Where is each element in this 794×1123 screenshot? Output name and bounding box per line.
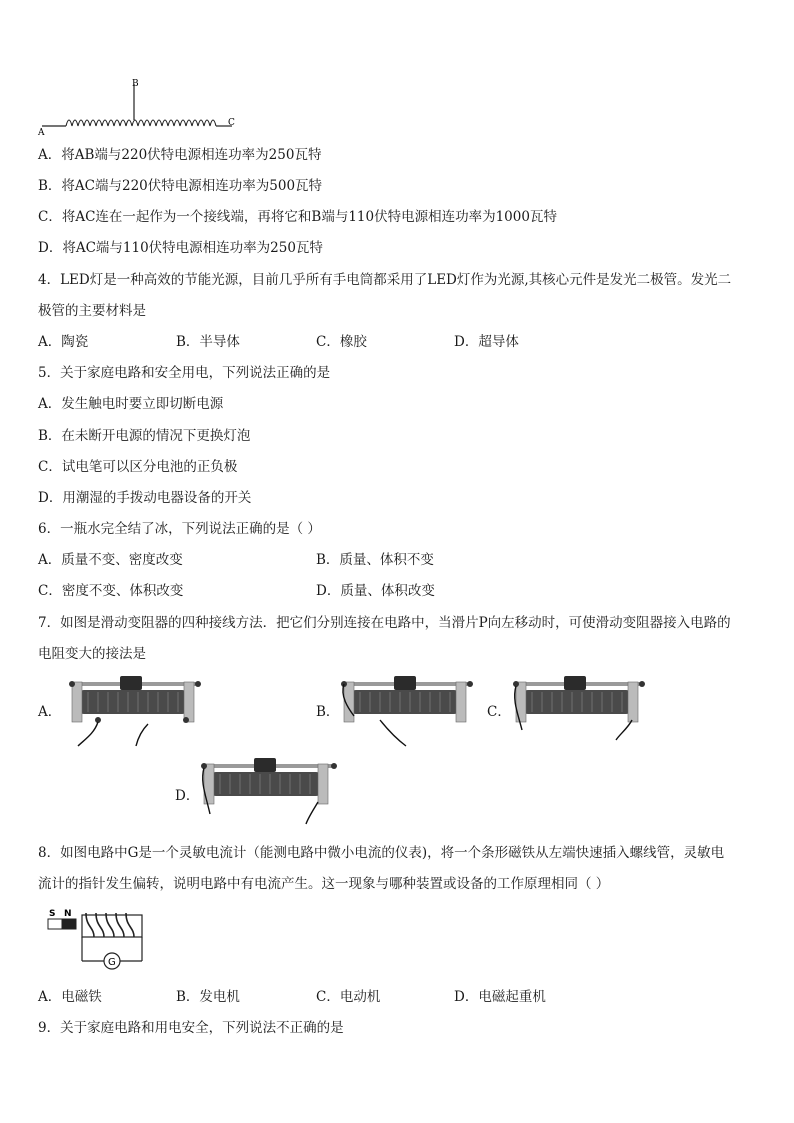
label-c: C <box>228 118 235 128</box>
galvanometer-label: G <box>108 957 116 968</box>
q4-option-d: D．超导体 <box>454 334 519 350</box>
q6-option-a: A．质量不变、密度改变 <box>38 552 183 568</box>
q5-option-d: D．用潮湿的手拨动电器设备的开关 <box>38 490 252 506</box>
magnet-n-label: N <box>64 909 72 919</box>
q8-stem-line1: 8．如图电路中G是一个灵敏电流计（能测电路中微小电流的仪表)，将一个条形磁铁从左端快速插入螺线管，灵敏电 <box>38 845 725 861</box>
q5-option-c: C．试电笔可以区分电池的正负极 <box>38 459 238 475</box>
q4-stem-line1: 4．LED灯是一种高效的节能光源，目前几乎所有手电筒都采用了LED灯作为光源,其核心元件是发光二极管。发光二 <box>38 272 732 288</box>
q4-option-b: B．半导体 <box>176 334 240 350</box>
q7-stem-line2: 电阻变大的接法是 <box>38 646 146 662</box>
q6-option-b: B．质量、体积不变 <box>316 552 434 568</box>
resistor-coil-figure <box>36 74 246 138</box>
q7-stem-line1: 7．如图是滑动变阻器的四种接线方法．把它们分别连接在电路中，当滑片P向左移动时，可使滑动变阻器接入电路的 <box>38 615 731 631</box>
rheostat-figure-d <box>200 756 340 832</box>
q6-stem: 6．一瓶水完全结了冰，下列说法正确的是（ ） <box>38 521 321 537</box>
q8-option-d: D．电磁起重机 <box>454 989 546 1005</box>
q7-option-b-label: B． <box>316 704 340 720</box>
q3-option-c: C．将AC连在一起作为一个接线端，再将它和B端与110伏特电源相连功率为1000瓦特 <box>38 209 557 225</box>
q4-stem-line2: 极管的主要材料是 <box>38 303 146 319</box>
label-b: B <box>132 79 139 89</box>
rheostat-figure-b <box>340 674 476 750</box>
q8-stem-line2: 流计的指针发生偏转，说明电路中有电流产生。这一现象与哪种装置或设备的工作原理相同（ ） <box>38 876 610 892</box>
q3-option-d: D．将AC端与110伏特电源相连功率为250瓦特 <box>38 240 323 256</box>
q3-option-a: A．将AB端与220伏特电源相连功率为250瓦特 <box>38 147 322 163</box>
rheostat-figure-c <box>512 674 648 750</box>
q8-option-b: B．发电机 <box>176 989 240 1005</box>
q6-option-c: C．密度不变、体积改变 <box>38 583 184 599</box>
q8-option-c: C．电动机 <box>316 989 381 1005</box>
q7-option-c-label: C． <box>487 704 511 720</box>
q6-option-d: D．质量、体积改变 <box>316 583 435 599</box>
q8-option-a: A．电磁铁 <box>38 989 102 1005</box>
q4-option-a: A．陶瓷 <box>38 334 89 350</box>
rheostat-figure-a <box>68 674 204 750</box>
label-a: A <box>38 128 45 138</box>
q5-option-b: B．在未断开电源的情况下更换灯泡 <box>38 428 251 444</box>
solenoid-circuit-figure <box>44 905 154 975</box>
q4-option-c: C．橡胶 <box>316 334 367 350</box>
q7-option-d-label: D． <box>175 788 200 804</box>
q7-option-a-label: A． <box>38 704 62 720</box>
q3-option-b: B．将AC端与220伏特电源相连功率为500瓦特 <box>38 178 323 194</box>
q9-stem: 9．关于家庭电路和用电安全，下列说法不正确的是 <box>38 1020 344 1036</box>
q5-option-a: A．发生触电时要立即切断电源 <box>38 396 224 412</box>
magnet-s-label: S <box>49 909 56 919</box>
q5-stem: 5．关于家庭电路和安全用电，下列说法正确的是 <box>38 365 331 381</box>
